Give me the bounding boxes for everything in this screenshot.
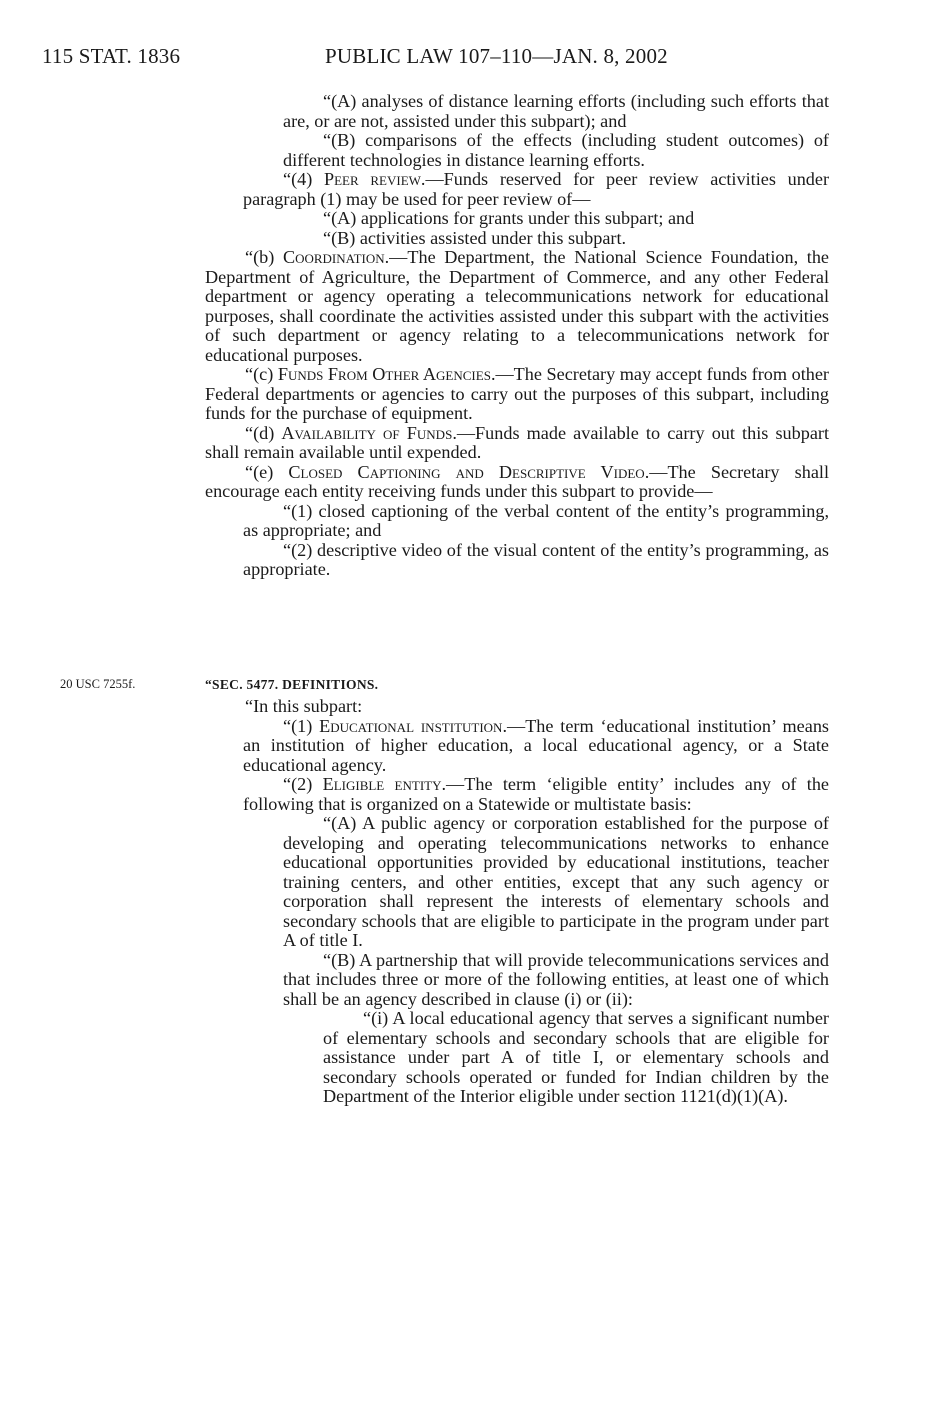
clause-b-activities: “(B) activities assisted under this subpart. — [323, 227, 627, 248]
def-text: .—The term ‘educational institution’ means an institution of higher education, a local educational agency, or a State educational agency. — [243, 715, 829, 775]
subsection-term: Availability of Funds — [281, 422, 453, 443]
subsection-lead: “(d) — [245, 422, 282, 443]
subsection-captioning — [205, 463, 829, 502]
eligible-entity-clause-a: “(A) A public agency or corporation established for the purpose of developing and operating telecommunications networks to enhance educational opportunities provided by educational institutions, teacher training centers, and other entities, except that any such agency or corporation shall represent the interests of elementary schools and secondary schools that are eligible to participate in the program under part A of title I. — [283, 813, 829, 950]
eligible-entity-clause-b: “(B) A partnership that will provide telecommunications services and that includes three or more of the following entities, at least one of which shall be an agency described in clause (i) or (ii): — [283, 949, 829, 1009]
subsection-funds-other-agencies — [205, 365, 829, 424]
clause-a-analyses: “(A) analyses of distance learning efforts (including such efforts that are, or are not, assisted under this subpart); and — [283, 91, 829, 131]
def-lead: “(2) — [283, 774, 323, 794]
subsection-term: Funds From Other Agencies — [277, 364, 491, 384]
margin-citation: 20 USC 7255f. — [60, 677, 136, 691]
captioning-item-2: “(2) descriptive video of the visual content of the entity’s programming, as appropriate. — [243, 539, 829, 579]
body-text-top — [205, 92, 829, 580]
section-heading: “SEC. 5477. DEFINITIONS. — [205, 677, 379, 692]
subsection-coordination — [205, 248, 829, 365]
para-term: Peer review — [324, 169, 421, 189]
subsection-text: .—Funds made available to carry out this subpart shall remain available until expended. — [205, 422, 830, 462]
eligible-entity-clause-b-i: “(i) A local educational agency that serves a significant number of elementary schools and secondary schools that are eligible for assistance under part A of title I, or elementary schools and secondary schools operated or funded for Indian children by the Department of the Interior eligible under section 1121(d)(1)(A). — [323, 1008, 829, 1106]
paragraph-peer-review — [205, 170, 829, 209]
subsection-text: .—The Department, the National Science Foundation, the Department of Agriculture, the Department of Commerce, and any other Federal department or agency operating a telecommunications network for educational purposes, shall coordinate the activities assisted under this subpart with the activities of such department or agency relating to a telecommunications network for educational purposes. — [205, 247, 829, 365]
captioning-item-1: “(1) closed captioning of the verbal content of the entity’s programming, as appropriate; and — [243, 500, 829, 540]
definition-educational-institution — [205, 717, 829, 776]
def-text: .—The term ‘eligible entity’ includes any of the following that is organized on a Statewide or multistate basis: — [243, 774, 830, 814]
subsection-text: .—The Secretary may accept funds from other Federal departments or agencies to carry out the purposes of this subpart, including funds for the purchase of equipment. — [205, 364, 829, 423]
body-text-definitions — [205, 697, 829, 1107]
subsection-lead: “(e) — [245, 461, 289, 482]
subsection-lead: “(c) — [245, 364, 278, 384]
page-reference: 115 STAT. 1836 — [42, 44, 181, 68]
clause-a-applications: “(A) applications for grants under this subpart; and — [323, 208, 695, 228]
def-term: Eligible entity — [322, 774, 442, 794]
def-term: Educational institution — [319, 715, 503, 736]
subsection-lead: “(b) — [245, 247, 283, 267]
para-lead: “(4) — [283, 169, 324, 189]
subsection-term: Coordination — [282, 247, 385, 267]
page-title: PUBLIC LAW 107–110—JAN. 8, 2002 — [325, 44, 668, 68]
subsection-availability — [205, 424, 829, 463]
definition-eligible-entity — [205, 775, 829, 814]
subsection-term: Closed Captioning and Descriptive Video — [288, 461, 645, 482]
definitions-intro: “In this subpart: — [245, 696, 363, 716]
para-text: .—Funds reserved for peer review activities under paragraph (1) may be used for peer review of— — [243, 169, 830, 209]
def-lead: “(1) — [283, 715, 320, 736]
clause-b-comparisons: “(B) comparisons of the effects (including student outcomes) of different technologies in distance learning efforts. — [283, 130, 829, 170]
subsection-text: .—The Secretary shall encourage each entity receiving funds under this subpart to provide— — [205, 461, 830, 501]
